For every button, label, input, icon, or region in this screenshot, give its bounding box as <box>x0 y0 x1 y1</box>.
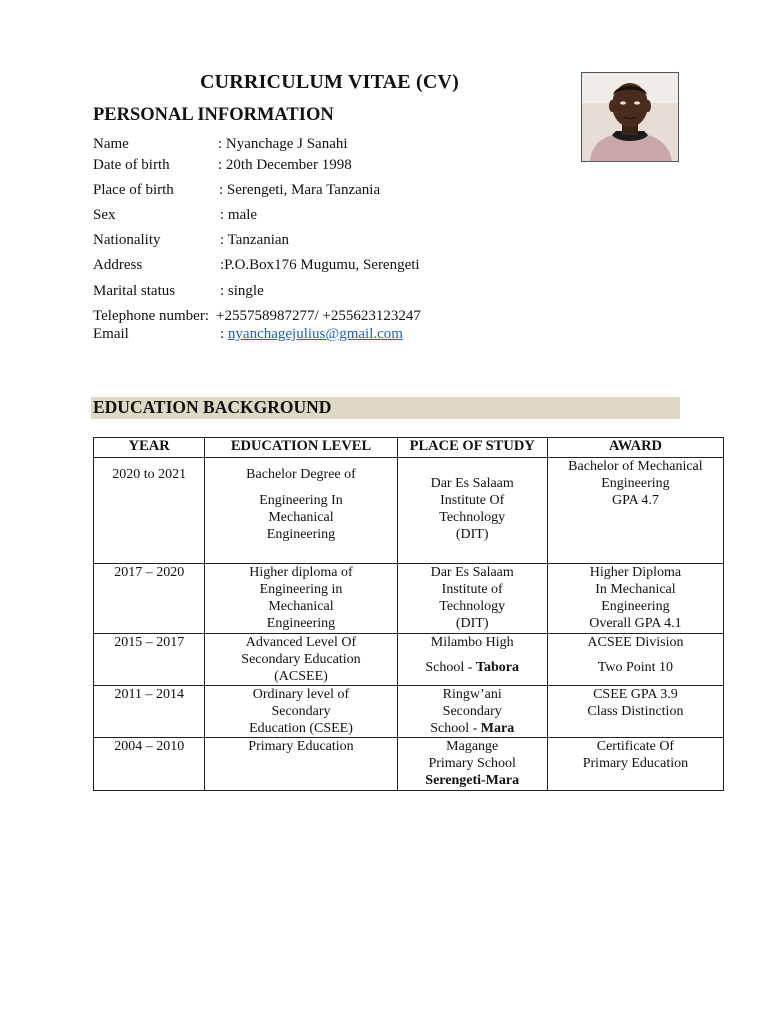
cell-place <box>397 634 547 686</box>
cell-text: Class Distinction <box>587 704 684 719</box>
info-label: Nationality <box>93 232 161 248</box>
table-row <box>94 564 724 634</box>
cell-text: Education (CSEE) <box>249 721 353 736</box>
cell-year <box>94 686 205 738</box>
cell-place <box>397 458 547 564</box>
cell-text: Advanced Level Of <box>245 635 357 650</box>
cell-award <box>547 564 723 634</box>
cell-text: Magange <box>446 739 499 754</box>
cell-text: Dar Es Salaam <box>430 476 514 491</box>
table-header-row <box>94 438 724 458</box>
info-label: Date of birth <box>93 157 170 173</box>
info-value: +255758987277/ +255623123247 <box>216 308 421 324</box>
cell-award <box>547 686 723 738</box>
info-value: : Tanzanian <box>220 232 290 248</box>
email-link[interactable]: nyanchagejulius@gmail.com <box>227 326 403 342</box>
cell-text: Mechanical <box>268 599 334 614</box>
cell-text: Higher Diploma <box>589 565 682 580</box>
personal-info-heading: PERSONAL INFORMATION <box>93 105 334 125</box>
cell-level <box>205 686 397 738</box>
cell-text: Secondary <box>442 704 502 719</box>
info-label: Place of birth <box>93 182 174 198</box>
cell-text: Two Point 10 <box>597 660 674 675</box>
cell-award <box>547 634 723 686</box>
cell-text: Bachelor of Mechanical <box>568 459 703 474</box>
cell-text: Engineering <box>601 599 670 614</box>
cell-text <box>400 720 545 737</box>
cell-text-bold: Mara <box>480 721 515 736</box>
cell-place <box>397 564 547 634</box>
info-label: Sex <box>93 207 116 223</box>
cell-text: Engineering <box>601 476 670 491</box>
table-row <box>94 634 724 686</box>
info-value: : 20th December 1998 <box>218 157 352 173</box>
info-value: : Nyanchage J Sanahi <box>218 136 348 152</box>
cell-year <box>94 564 205 634</box>
cell-text: GPA 4.7 <box>611 493 659 508</box>
cell-text: (ACSEE) <box>274 669 328 684</box>
info-value: : Serengeti, Mara Tanzania <box>219 182 381 198</box>
cell-text: Higher diploma of <box>249 565 353 580</box>
cell-text: 2017 – 2020 <box>114 565 185 580</box>
column-header-level: EDUCATION LEVEL <box>205 438 397 458</box>
cell-text: 2011 – 2014 <box>114 687 184 702</box>
cell-text: Engineering In <box>259 493 343 508</box>
education-heading: EDUCATION BACKGROUND <box>93 397 332 417</box>
info-value <box>220 325 403 343</box>
info-value: :P.O.Box176 Mugumu, Serengeti <box>220 257 420 273</box>
cell-text: Ringw’ani <box>442 687 502 702</box>
cell-text-part: School - <box>430 721 481 736</box>
cell-year <box>94 738 205 791</box>
info-label: Name <box>93 136 129 152</box>
cell-place <box>397 686 547 738</box>
cell-text-bold: Tabora <box>475 660 520 675</box>
column-header-year: YEAR <box>94 438 205 458</box>
info-value: : single <box>220 283 264 299</box>
info-label: Marital status <box>93 283 176 299</box>
cell-text: Primary School <box>428 756 516 771</box>
info-label: Address <box>93 257 143 273</box>
cell-text: Engineering in <box>259 582 343 597</box>
cell-level <box>205 634 397 686</box>
cell-text: Certificate Of <box>596 739 675 754</box>
cell-text: Engineering <box>266 527 336 542</box>
table-row <box>94 738 724 791</box>
cell-award <box>547 738 723 791</box>
cell-place <box>397 738 547 791</box>
cell-text: Mechanical <box>268 510 334 525</box>
cell-text: Dar Es Salaam <box>430 565 514 580</box>
cell-text: Institute of <box>441 582 503 597</box>
info-value: : male <box>220 207 258 223</box>
table-row <box>94 686 724 738</box>
cell-text: Ordinary level of <box>252 687 350 702</box>
info-label: Email <box>93 326 129 342</box>
cell-text: Milambo High <box>430 635 514 650</box>
profile-photo <box>581 72 679 162</box>
column-header-award: AWARD <box>547 438 723 458</box>
cell-text: 2004 – 2010 <box>114 739 185 754</box>
cell-award <box>547 458 723 564</box>
table-row <box>94 458 724 564</box>
cell-level <box>205 738 397 791</box>
email-prefix: : <box>220 326 228 342</box>
education-heading-banner <box>91 397 680 419</box>
cell-text: Technology <box>439 599 506 614</box>
cell-text: Primary Education <box>248 739 354 754</box>
cell-text: 2015 – 2017 <box>114 635 185 650</box>
cell-text: ACSEE Division <box>587 635 684 650</box>
cell-text: CSEE GPA 3.9 <box>593 687 678 702</box>
cell-level <box>205 564 397 634</box>
column-header-place: PLACE OF STUDY <box>397 438 547 458</box>
cell-text: Bachelor Degree of <box>246 467 356 482</box>
cell-text: Secondary Education <box>241 652 361 667</box>
cell-text: Institute Of <box>440 493 505 508</box>
cv-title: CURRICULUM VITAE (CV) <box>200 71 460 93</box>
cell-year <box>94 634 205 686</box>
cell-text: 2020 to 2021 <box>112 467 187 482</box>
cell-text: Overall GPA 4.1 <box>589 616 682 631</box>
cell-level <box>205 458 397 564</box>
education-table <box>93 437 724 791</box>
cell-text: Engineering <box>266 616 336 631</box>
cell-text <box>400 659 545 676</box>
info-label: Telephone number: <box>93 308 209 324</box>
cell-text: In Mechanical <box>595 582 676 597</box>
cell-text: Technology <box>439 510 506 525</box>
cell-text: (DIT) <box>455 616 489 631</box>
cell-text: Primary Education <box>582 756 689 771</box>
cell-text: Secondary <box>271 704 331 719</box>
cell-text: (DIT) <box>455 527 489 542</box>
cell-year <box>94 458 205 564</box>
cell-text-part: School - <box>425 660 476 675</box>
cell-text-bold: Serengeti-Mara <box>425 773 520 788</box>
